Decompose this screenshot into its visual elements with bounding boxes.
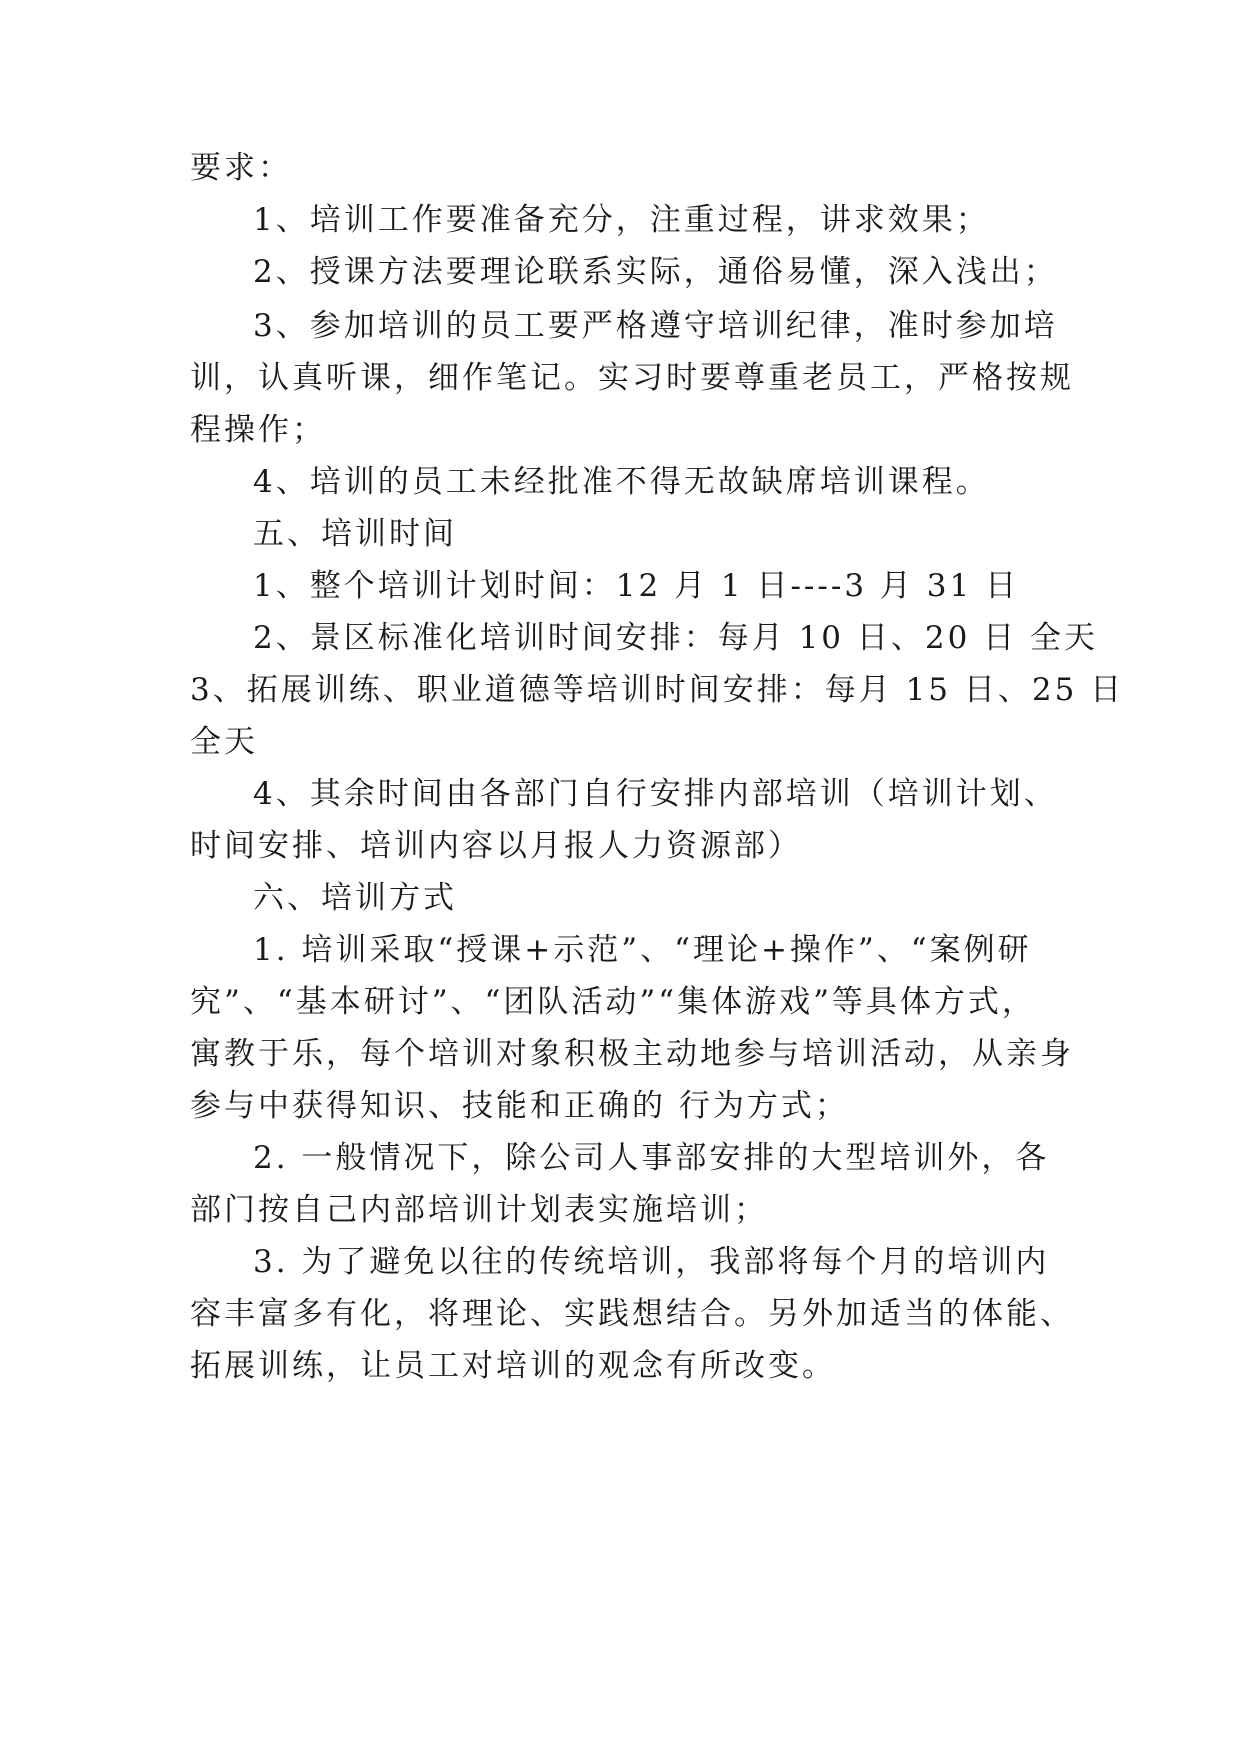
text-line: 程操作； — [190, 412, 326, 448]
text-line: 2、景区标准化培训时间安排：每月 10 日、20 日 全天 — [253, 620, 1099, 656]
text-line: 4、其余时间由各部门自行安排内部培训（培训计划、 — [253, 776, 1058, 812]
text-line: 3. 为了避免以往的传统培训，我部将每个月的培训内 — [253, 1244, 1050, 1280]
section-heading: 六、培训方式 — [253, 880, 457, 916]
text-line: 容丰富多有化，将理论、实践想结合。另外加适当的体能、 — [190, 1296, 1074, 1332]
text-line: 寓教于乐，每个培训对象积极主动地参与培训活动，从亲身 — [190, 1036, 1074, 1072]
text-line: 参与中获得知识、技能和正确的 行为方式； — [190, 1088, 849, 1124]
text-line: 4、培训的员工未经批准不得无故缺席培训课程。 — [253, 464, 990, 500]
text-line: 部门按自己内部培训计划表实施培训； — [190, 1192, 768, 1228]
text-line: 2、授课方法要理论联系实际，通俗易懂，深入浅出； — [253, 254, 1058, 290]
text-line: 拓展训练，让员工对培训的观念有所改变。 — [190, 1348, 836, 1384]
section-heading: 五、培训时间 — [253, 516, 457, 552]
text-line: 3、拓展训练、职业道德等培训时间安排：每月 15 日、25 日 — [190, 672, 1125, 708]
text-line: 究”、“基本研讨”、“团队活动”“集体游戏”等具体方式， — [190, 984, 1036, 1020]
text-line: 1、整个培训计划时间：12 月 1 日----3 月 31 日 — [253, 568, 1020, 604]
text-line: 1. 培训采取“授课+示范”、“理论+操作”、“案例研 — [253, 932, 1032, 968]
text-line: 1、培训工作要准备充分，注重过程，讲求效果； — [253, 202, 990, 238]
text-line: 全天 — [190, 724, 258, 760]
text-line: 训，认真听课，细作笔记。实习时要尊重老员工，严格按规 — [190, 360, 1074, 396]
text-line: 时间安排、培训内容以月报人力资源部） — [190, 828, 802, 864]
text-line: 要求： — [190, 150, 292, 186]
text-line: 3、参加培训的员工要严格遵守培训纪律，准时参加培 — [253, 308, 1058, 344]
text-line: 2. 一般情况下，除公司人事部安排的大型培训外，各 — [253, 1140, 1050, 1176]
